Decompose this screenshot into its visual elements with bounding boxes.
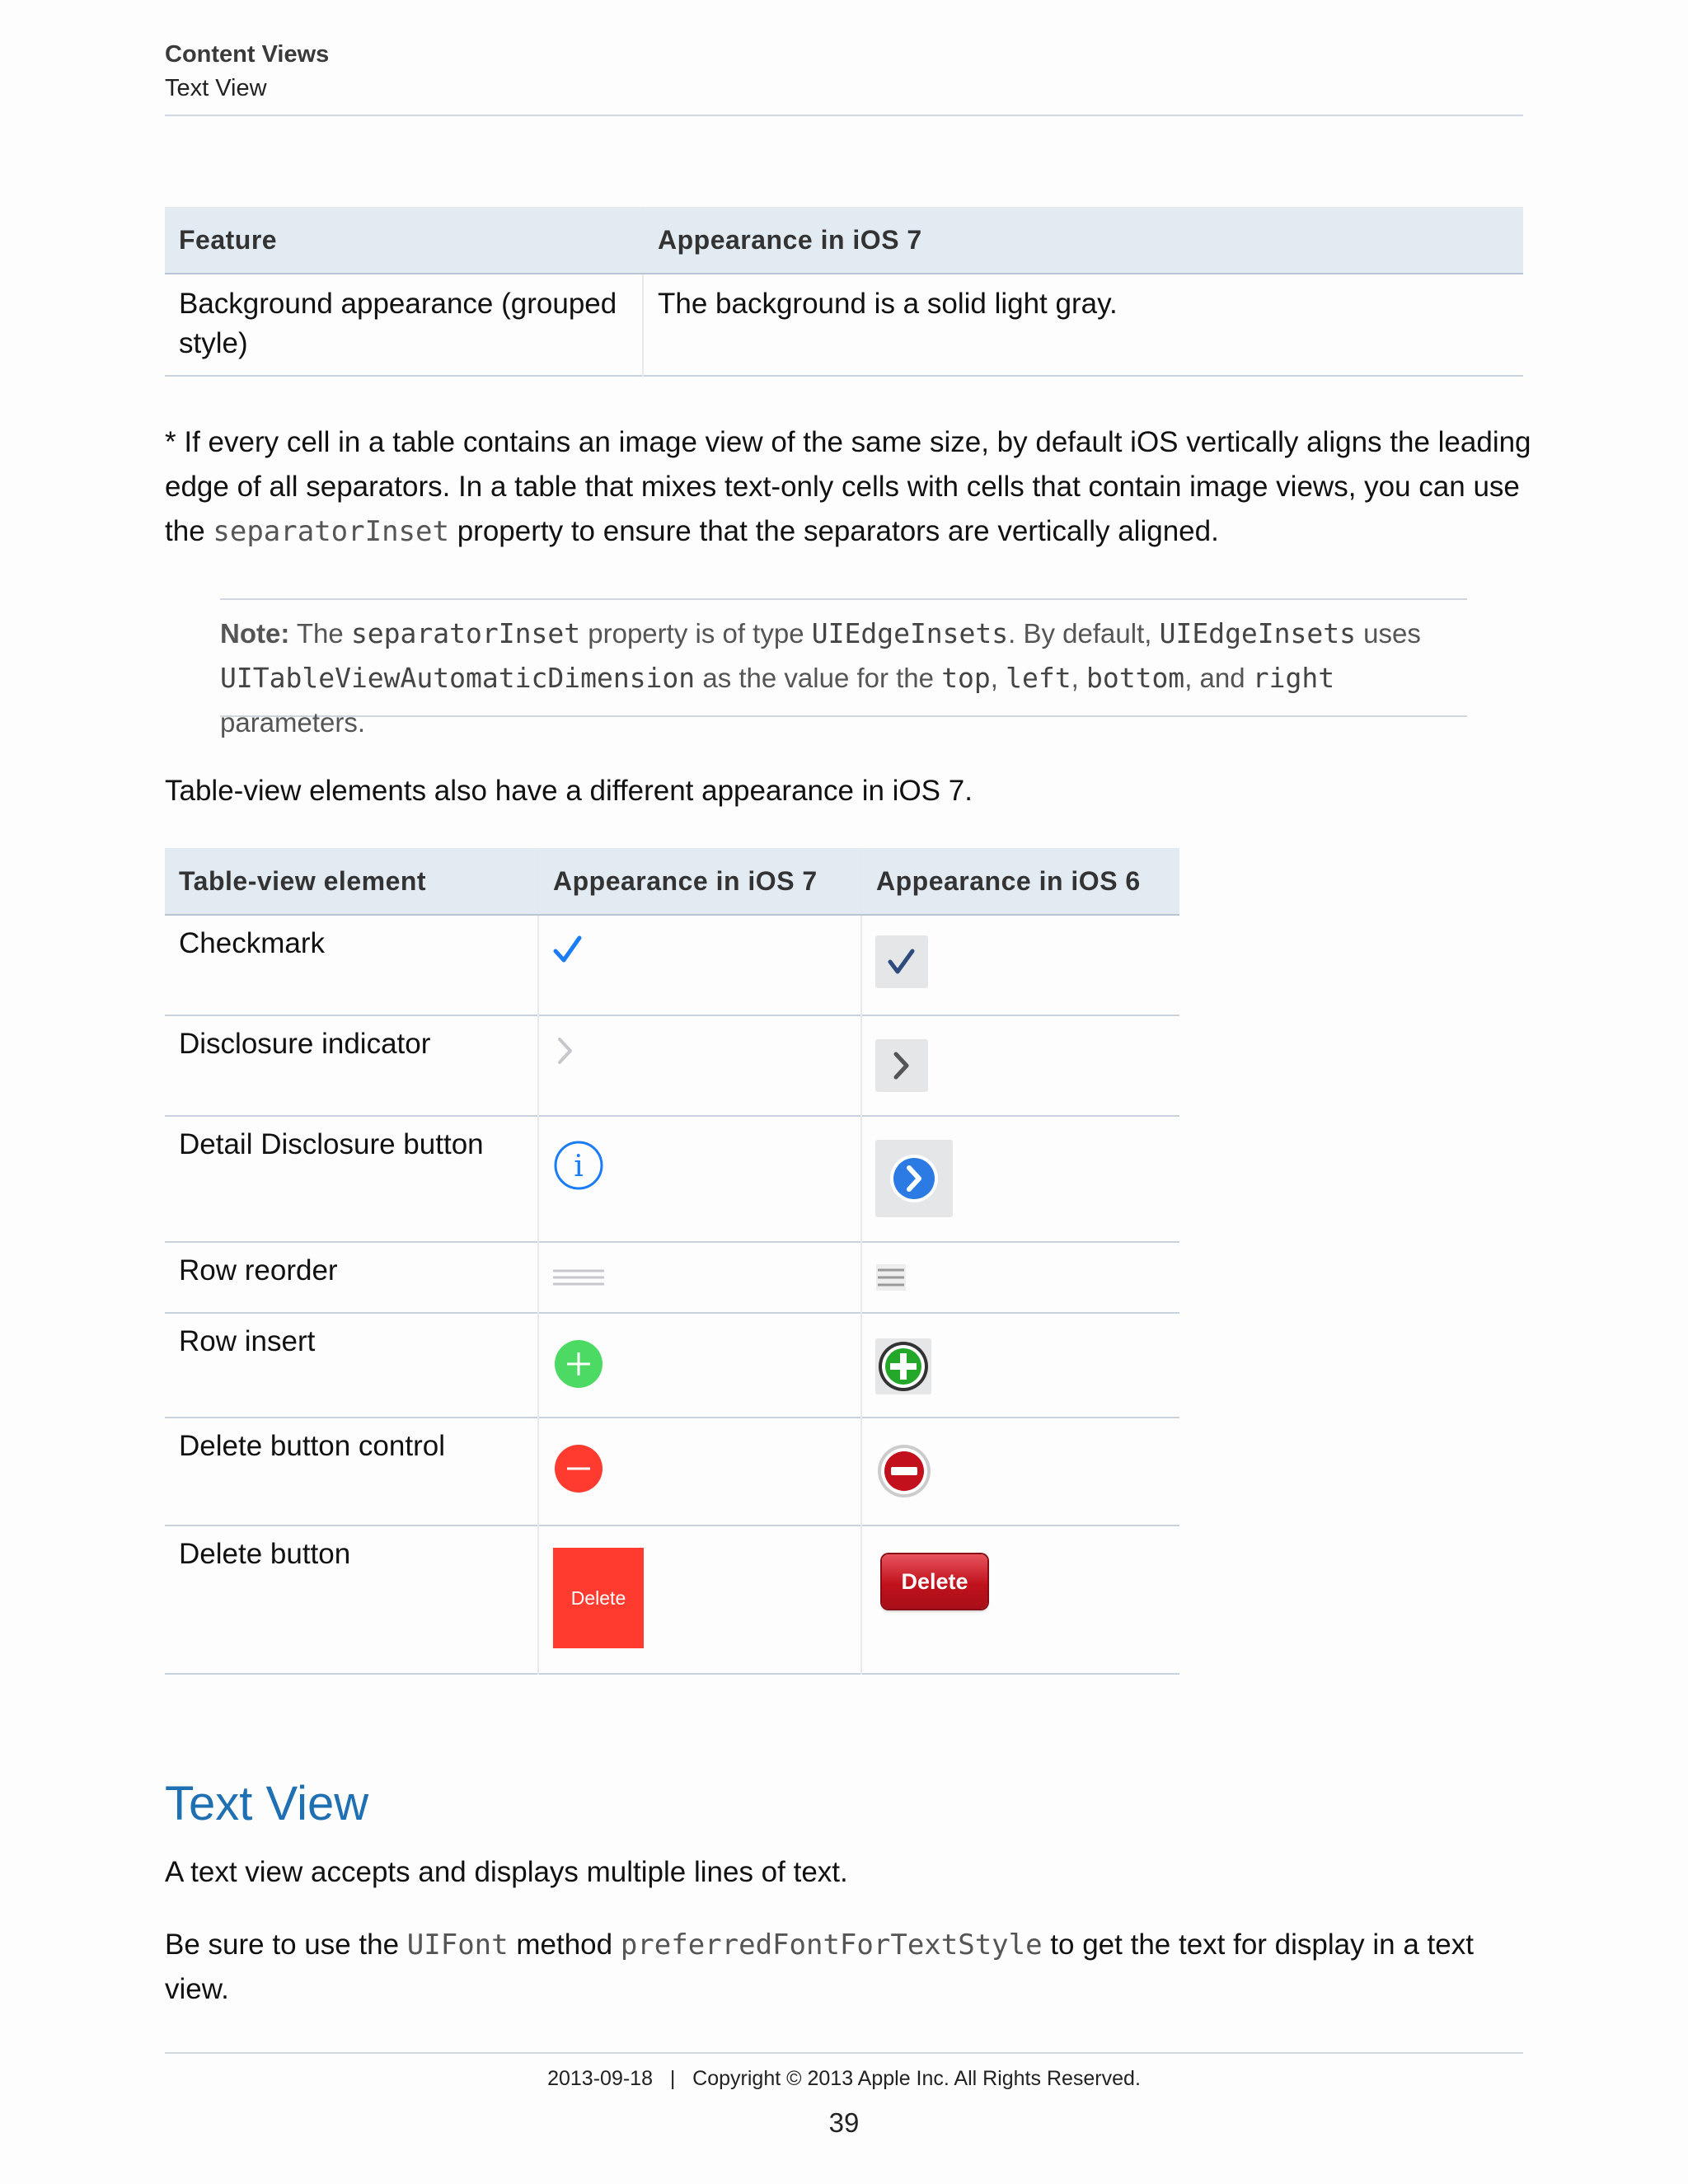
ios7-cell [538,1526,861,1674]
text-view-description: A text view accepts and displays multiple lines of text. [165,1856,848,1888]
ios6-cell [861,915,1179,1015]
footer-copyright: Copyright © 2013 Apple Inc. All Rights Reserved. [692,2067,1141,2090]
feature-table [165,207,1523,377]
ios6-cell [861,1418,1179,1526]
note-box [220,598,1467,738]
element-label: Disclosure indicator [179,1028,431,1060]
column-header: Table-view element [165,848,538,915]
delete-button-ios7: Delete [553,1548,644,1648]
footer-line [165,2067,1523,2091]
checkmark-icon [552,934,584,967]
delete-button-ios6: Delete [882,1554,987,1609]
page-header [165,38,1523,116]
element-table [165,848,1179,1675]
ios6-icon-bg [875,1140,953,1217]
code-run: preferredFontForTextStyle [620,1929,1043,1961]
table-cell: The background is a solid light gray. [643,274,1523,376]
table-row [165,1015,1179,1116]
code-run: UIFont [406,1929,509,1961]
ios7-cell [538,1418,861,1526]
text-run: Be sure to use the [165,1929,407,1961]
table-cell: Background appearance (grouped style) [179,288,617,359]
subsection-title: Text View [165,75,267,101]
table-row [165,1526,1179,1674]
page-number: 39 [828,2107,860,2138]
ios6-icon-bg [875,1338,931,1394]
ios6-cell [861,1313,1179,1418]
code-run: UITableViewAutomaticDimension [220,662,696,694]
footer-date: 2013-09-18 [547,2067,653,2090]
plus-circle-icon [878,1341,929,1392]
code-run: UIEdgeInsets [1159,617,1357,649]
table-row [165,274,1523,376]
column-header: Feature [165,207,643,274]
ios6-cell [861,1526,1179,1674]
code-run: separatorInset [213,515,449,548]
element-label: Checkmark [179,927,325,959]
section-heading: Text View [165,1777,369,1830]
element-label: Row insert [179,1325,316,1357]
ios7-cell [538,1116,861,1242]
code-run: UIEdgeInsets [811,617,1009,649]
ios6-cell [861,1116,1179,1242]
code-run: right [1252,662,1335,694]
ios6-icon-bg [875,1039,928,1092]
code-run: separatorInset [350,617,581,649]
table-row [165,1116,1179,1242]
reorder-icon [553,1268,604,1287]
footer-separator: | [669,2067,676,2090]
ios6-icon-bg [875,935,928,988]
code-run: top [941,662,991,694]
table-row [165,1242,1179,1313]
ios7-cell [538,915,861,1015]
detail-disclosure-icon [889,1153,940,1204]
text-run: property to ensure that the separators are vertically aligned. [448,515,1219,547]
info-icon [553,1140,604,1191]
text-run: parameters. [220,707,366,738]
element-label: Delete button control [179,1430,445,1462]
element-label: Detail Disclosure button [179,1128,484,1160]
text-run: * If every cell in a table contains an image view of the same size, by default iOS vertically aligns the leading edge of all separators. In a table that mixes text-only cells with cells that contain image views, you can use the [165,426,1531,547]
ios7-cell [538,1313,861,1418]
ios7-cell [538,1015,861,1116]
separator-footnote [165,420,1533,554]
table-row [165,1313,1179,1418]
text-run: , [1071,663,1086,693]
element-label: Delete button [179,1538,351,1570]
minus-circle-icon [553,1443,604,1494]
text-run: uses [1356,618,1421,649]
text-run: method [508,1929,621,1961]
section-title: Content Views [165,41,330,68]
text-run: to get the text for display in a text view. [165,1929,1474,2005]
table-intro: Table-view elements also have a different appearance in iOS 7. [165,775,973,807]
text-run: The [289,618,351,649]
column-header: Appearance in iOS 6 [861,848,1179,915]
chevron-right-icon [892,1051,912,1080]
text-run: . By default, [1008,618,1160,649]
note-label: Note: [220,618,290,649]
table-row [165,1418,1179,1526]
text-run: , [990,663,1006,693]
plus-circle-icon [553,1338,604,1390]
checkmark-icon [887,947,917,977]
code-run: bottom [1085,662,1185,694]
code-run: left [1006,662,1071,694]
chevron-right-icon [556,1036,575,1066]
reorder-icon [876,1264,906,1291]
ios6-cell [861,1242,1179,1313]
text-run: property is of type [580,618,812,649]
minus-circle-icon [876,1443,932,1499]
element-label: Row reorder [179,1254,338,1286]
page-footer [165,2052,1523,2139]
text-view-guidance [165,1923,1533,2012]
column-header: Appearance in iOS 7 [538,848,861,915]
ios7-cell [538,1242,861,1313]
text-run: as the value for the [695,663,942,693]
text-run: , and [1184,663,1253,693]
column-header: Appearance in iOS 7 [643,207,1523,274]
ios6-cell [861,1015,1179,1116]
table-row [165,915,1179,1015]
svg-text:i: i [574,1150,584,1183]
